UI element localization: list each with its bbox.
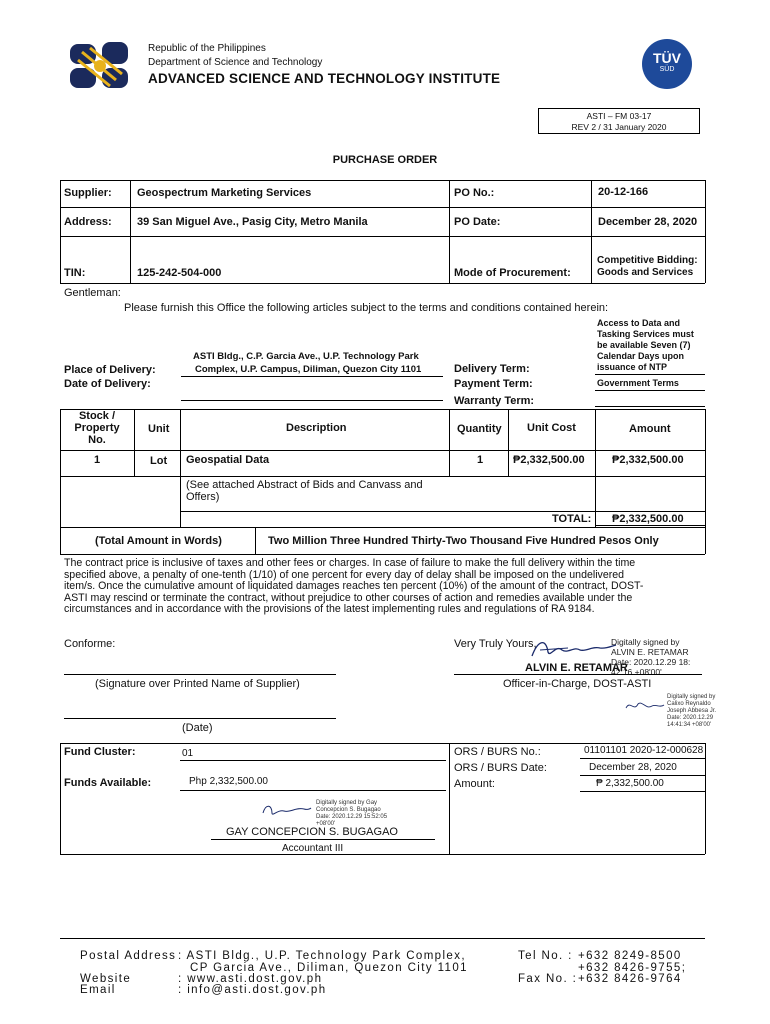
- terms-line: item/s. Once the cumulative amount of liquidated damages reaches ten percent (10%) of the amount of the contract, DOST-: [64, 580, 644, 593]
- funds-available-label: Funds Available:: [64, 777, 152, 789]
- supplier-name: Geospectrum Marketing Services: [137, 187, 312, 199]
- terms-line: ASTI may rescind or terminate the contract, without prejudice to other courses of action and remedies available under the: [64, 591, 633, 604]
- terms-line: specified above, a penalty of one-tenth (1/10) of one percent for every day of delay shall be imposed on the undelivered: [64, 568, 625, 581]
- digital-signature-line: Digitally signed by Gay: [316, 800, 378, 806]
- tuv-text: TÜV: [653, 50, 681, 66]
- ors-no: 01101101 2020-12-000628: [584, 745, 704, 756]
- digital-signature-line: Calixo Reynaldo: [667, 701, 711, 707]
- footer-fax: +632 8426-9764: [578, 973, 682, 985]
- payment-term-label: Payment Term:: [454, 378, 533, 390]
- conforme-label: Conforme:: [64, 638, 116, 650]
- footer-postal-label: Postal Address: [80, 950, 177, 962]
- form-code-box: [538, 108, 700, 134]
- delivery-term: [597, 318, 694, 373]
- form-code: ASTI – FM 03-17: [586, 111, 652, 121]
- digital-signature-line: Date: 2020.12.29 15:52:05: [316, 814, 388, 820]
- total-words-label: (Total Amount in Words): [95, 535, 222, 547]
- header-unit-cost: Unit Cost: [527, 422, 576, 434]
- retamar-signature: [528, 636, 618, 662]
- digital-signature-line: Concepcion S. Bugagao: [316, 807, 381, 813]
- amount-label: Amount:: [454, 778, 495, 790]
- header-unit: Unit: [148, 423, 170, 435]
- mode-label: Mode of Procurement:: [454, 267, 571, 279]
- ors-no-label: ORS / BURS No.:: [454, 746, 541, 758]
- total-label: TOTAL:: [552, 513, 592, 525]
- po-date-label: PO Date:: [454, 216, 501, 228]
- row-amount: ₱2,332,500.00: [612, 454, 684, 466]
- place-label: Place of Delivery:: [64, 364, 156, 376]
- row-note-line2: Offers): [186, 491, 220, 503]
- footer-tel-label: Tel No. :: [518, 950, 573, 962]
- header-stock-line: Stock /: [78, 410, 116, 422]
- footer-fax-label: Fax No. :: [518, 973, 578, 985]
- header-institute: ADVANCED SCIENCE AND TECHNOLOGY INSTITUTE: [148, 71, 501, 86]
- fund-cluster: 01: [182, 748, 194, 759]
- header-description: Description: [286, 422, 347, 434]
- delivery-term-line: issuance of NTP: [597, 362, 668, 372]
- delivery-term-label: Delivery Term:: [454, 363, 530, 375]
- footer-tel-line1: +632 8249-8500: [578, 950, 682, 962]
- header-amount: Amount: [629, 423, 671, 435]
- accountant-name: GAY CONCEPCION S. BUGAGAO: [226, 826, 398, 838]
- terms-line: circumstances and in accordance with the provisions of the latest implementing rules and regulations of RA 9184.: [64, 603, 595, 616]
- header-quantity: Quantity: [457, 423, 502, 435]
- po-date: December 28, 2020: [598, 216, 698, 228]
- digital-signature-line: +08'00': [316, 821, 336, 827]
- mode-line1: Competitive Bidding:: [597, 255, 698, 266]
- row-unit-cost: ₱2,332,500.00: [513, 454, 585, 466]
- form-revision: REV 2 / 31 January 2020: [571, 122, 667, 132]
- digital-signature-line: Digitally signed by: [667, 694, 716, 700]
- footer-website-label: Website: [80, 973, 132, 985]
- po-no-label: PO No.:: [454, 187, 495, 199]
- mode-line2: Goods and Services: [597, 267, 694, 278]
- fund-cluster-label: Fund Cluster:: [64, 746, 136, 758]
- signer-name: ALVIN E. RETAMAR: [525, 662, 628, 674]
- row-description: Geospatial Data: [186, 454, 270, 466]
- header-stock-line: No.: [88, 434, 106, 446]
- supplier-address: 39 San Miguel Ave., Pasig City, Metro Manila: [137, 216, 368, 228]
- date-caption: (Date): [182, 722, 213, 734]
- digital-signature-line: 42:16 +08'00': [611, 667, 662, 677]
- footer-postal-line1: : ASTI Bldg., U.P. Technology Park Complex,: [178, 950, 466, 962]
- very-truly-yours: Very Truly Yours,: [454, 638, 537, 650]
- footer-tel-line2: +632 8426-9755;: [578, 962, 687, 974]
- footer-email-label: Email: [80, 984, 116, 996]
- row-quantity: 1: [477, 454, 484, 466]
- digital-signature-line: Joseph Abbesa Jr.: [667, 708, 717, 714]
- intro-text: Please furnish this Office the following articles subject to the terms and conditions contained herein:: [124, 302, 609, 314]
- asti-logo: [68, 40, 132, 92]
- supplier-tin: 125-242-504-000: [137, 267, 222, 279]
- payment-term: Government Terms: [597, 378, 679, 388]
- ors-amount: ₱ 2,332,500.00: [596, 778, 664, 789]
- greeting: Gentleman:: [64, 287, 121, 299]
- footer-email-link[interactable]: : info@asti.dost.gov.ph: [178, 984, 327, 996]
- header-department: Department of Science and Technology: [148, 57, 323, 68]
- abbesa-signature: [624, 698, 666, 714]
- header-stock-line: Property: [74, 422, 120, 434]
- delivery-term-line: Tasking Services must: [597, 329, 694, 339]
- digital-signature-line: ALVIN E. RETAMAR: [611, 647, 689, 657]
- date-of-delivery-label: Date of Delivery:: [64, 378, 151, 390]
- digital-signature-line: Digitally signed by: [611, 637, 680, 647]
- digital-signature-bugagao: [316, 800, 387, 828]
- total-words: Two Million Three Hundred Thirty-Two Thousand Five Hundred Pesos Only: [268, 535, 659, 547]
- delivery-term-line: Access to Data and: [597, 318, 681, 328]
- header-stock: [60, 410, 134, 446]
- digital-signature-abbesa: [667, 694, 716, 729]
- page-title: PURCHASE ORDER: [332, 154, 438, 166]
- supplier-signature-caption: (Signature over Printed Name of Supplier): [95, 678, 300, 690]
- tuv-sub-text: SÜD: [659, 66, 675, 73]
- ors-date: December 28, 2020: [589, 762, 677, 773]
- bugagao-signature: [260, 801, 312, 819]
- supplier-label: Supplier:: [64, 187, 112, 199]
- tin-label: TIN:: [64, 267, 86, 279]
- terms-paragraph: [64, 558, 643, 616]
- digital-signature-line: Date: 2020.12.29 18:: [611, 657, 691, 667]
- footer-website-link[interactable]: : www.asti.dost.gov.ph: [178, 973, 323, 985]
- tuv-badge: [642, 39, 692, 89]
- place-line2: Complex, U.P. Campus, Diliman, Quezon City 1101: [195, 364, 422, 375]
- address-label: Address:: [64, 216, 112, 228]
- row-note-line1: (See attached Abstract of Bids and Canvass and: [186, 479, 423, 491]
- ors-date-label: ORS / BURS Date:: [454, 762, 547, 774]
- po-no: 20-12-166: [598, 186, 649, 198]
- accountant-title: Accountant III: [282, 843, 344, 854]
- delivery-term-line: Calendar Days upon: [597, 351, 685, 361]
- funds-available: Php 2,332,500.00: [189, 776, 268, 787]
- footer-postal-line2: CP Garcia Ave., Diliman, Quezon City 1101: [190, 962, 468, 974]
- digital-signature-line: 14:41:34 +08'00': [667, 722, 712, 728]
- total-amount: ₱2,332,500.00: [612, 513, 684, 525]
- header-republic: Republic of the Philippines: [148, 43, 266, 54]
- signer-title: Officer-in-Charge, DOST-ASTI: [503, 678, 652, 690]
- row-unit: Lot: [150, 455, 168, 467]
- delivery-term-line: be available Seven (7): [597, 340, 691, 350]
- digital-signature-line: Date: 2020.12.29: [667, 715, 714, 721]
- row-stock: 1: [94, 454, 101, 466]
- terms-line: The contract price is inclusive of taxes and other fees or charges. In case of failure to make the full delivery within the time: [64, 557, 636, 569]
- warranty-term-label: Warranty Term:: [454, 395, 535, 407]
- place-line1: ASTI Bldg., C.P. Garcia Ave., U.P. Technology Park: [193, 351, 419, 362]
